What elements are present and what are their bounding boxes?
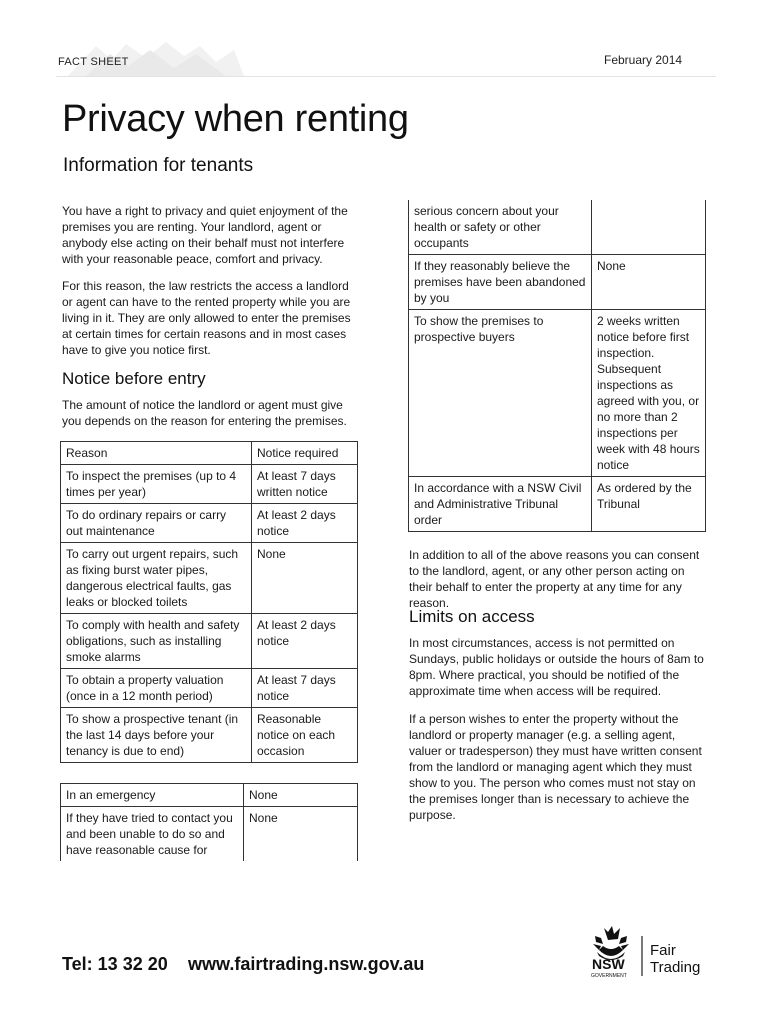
reason-cell: To comply with health and safety obligations, such as installing smoke alarms xyxy=(61,614,252,669)
notice-table-right-column xyxy=(408,200,706,532)
limits-paragraph-1: In most circumstances, access is not permitted on Sundays, public holidays or outside the hours of 8am to 8pm. Where practical, you should be notified of the approximate time when access will be required. xyxy=(409,636,704,698)
reason-cell: If they reasonably believe the premises have been abandoned by you xyxy=(409,255,592,310)
waratah-logo-icon xyxy=(593,926,629,960)
intro-paragraph-2: For this reason, the law restricts the access a landlord or agent can have to the rented property while you are living in it. They are only allowed to enter the premises at certain times for certain reasons and in most cases have to give you notice first. xyxy=(62,279,351,357)
notice-cell: At least 2 days notice xyxy=(252,504,358,543)
reason-cell: To carry out urgent repairs, such as fixing burst water pipes, dangerous electrical faults, gas leaks or blocked toilets xyxy=(61,543,252,614)
reason-cell: To obtain a property valuation (once in a 12 month period) xyxy=(61,669,252,708)
table-row xyxy=(61,465,358,504)
table-row xyxy=(61,543,358,614)
notice-cell: At least 2 days notice xyxy=(252,614,358,669)
table-row xyxy=(61,614,358,669)
notice-intro-text: The amount of notice the landlord or agent must give you depends on the reason for entering the premises. xyxy=(62,398,347,428)
notice-cell: None xyxy=(252,543,358,614)
table-row xyxy=(61,784,358,807)
reason-cell: To show a prospective tenant (in the last 14 days before your tenancy is due to end) xyxy=(61,708,252,763)
limits-on-access-heading: Limits on access xyxy=(409,607,535,626)
reason-cell: To show the premises to prospective buyers xyxy=(409,310,592,477)
table-row xyxy=(409,310,706,477)
intro-paragraph-1: You have a right to privacy and quiet enjoyment of the premises you are renting. Your landlord, agent or anybody else acting on their behalf must not interfere with your reasonable peace, comfort and privacy. xyxy=(62,204,348,266)
page-subtitle: Information for tenants xyxy=(63,155,254,176)
logo-fair-text: Fair xyxy=(650,942,676,959)
notice-cell: At least 7 days written notice xyxy=(252,465,358,504)
table-row xyxy=(61,708,358,763)
table-row xyxy=(61,807,358,862)
notice-cell: 2 weeks written notice before first inspection. Subsequent inspections as agreed with you, or no more than 2 inspections per week with 48 hours notice xyxy=(592,310,706,477)
reason-cell: In accordance with a NSW Civil and Administrative Tribunal order xyxy=(409,477,592,532)
column-header-notice: Notice required xyxy=(252,442,358,465)
column-header-reason: Reason xyxy=(61,442,252,465)
publication-date: February 2014 xyxy=(604,53,683,67)
notice-cell: None xyxy=(244,807,358,862)
footer-telephone: Tel: 13 32 20 xyxy=(62,954,168,974)
page-title: Privacy when renting xyxy=(62,98,409,140)
table-row xyxy=(409,200,706,255)
notice-cell: At least 7 days notice xyxy=(252,669,358,708)
fact-sheet-label: FACT SHEET xyxy=(58,56,129,68)
nsw-fair-trading-logo xyxy=(587,922,717,980)
table-row xyxy=(409,255,706,310)
reason-cell: To inspect the premises (up to 4 times per year) xyxy=(61,465,252,504)
notice-table-continued xyxy=(60,783,358,861)
notice-cell: As ordered by the Tribunal xyxy=(592,477,706,532)
notice-cell xyxy=(592,200,706,255)
notice-before-entry-heading: Notice before entry xyxy=(62,369,206,388)
logo-nsw-text: NSW xyxy=(592,956,625,972)
table-row xyxy=(61,504,358,543)
notice-cell: Reasonable notice on each occasion xyxy=(252,708,358,763)
logo-government-text: GOVERNMENT xyxy=(591,973,627,979)
notice-cell: None xyxy=(244,784,358,807)
notice-cell: None xyxy=(592,255,706,310)
reason-cell: To do ordinary repairs or carry out maintenance xyxy=(61,504,252,543)
limits-paragraph-2: If a person wishes to enter the property without the landlord or property manager (e.g. a selling agent, valuer or tradesperson) they must have written consent from the landlord or managing agent which they must show to you. The person who comes must not stay on the premises longer than is necessary to achieve the purpose. xyxy=(409,712,702,822)
logo-trading-text: Trading xyxy=(650,959,701,976)
consent-paragraph: In addition to all of the above reasons you can consent to the landlord, agent, or any other person acting on their behalf to enter the property at any time for any reason. xyxy=(409,548,700,610)
footer-website-link[interactable]: www.fairtrading.nsw.gov.au xyxy=(188,954,425,974)
reason-cell: In an emergency xyxy=(61,784,244,807)
reason-cell: serious concern about your health or safety or other occupants xyxy=(409,200,592,255)
table-header-row xyxy=(61,442,358,465)
table-row xyxy=(409,477,706,532)
table-row xyxy=(61,669,358,708)
reason-cell: If they have tried to contact you and been unable to do so and have reasonable cause for xyxy=(61,807,244,862)
notice-table xyxy=(60,441,358,763)
